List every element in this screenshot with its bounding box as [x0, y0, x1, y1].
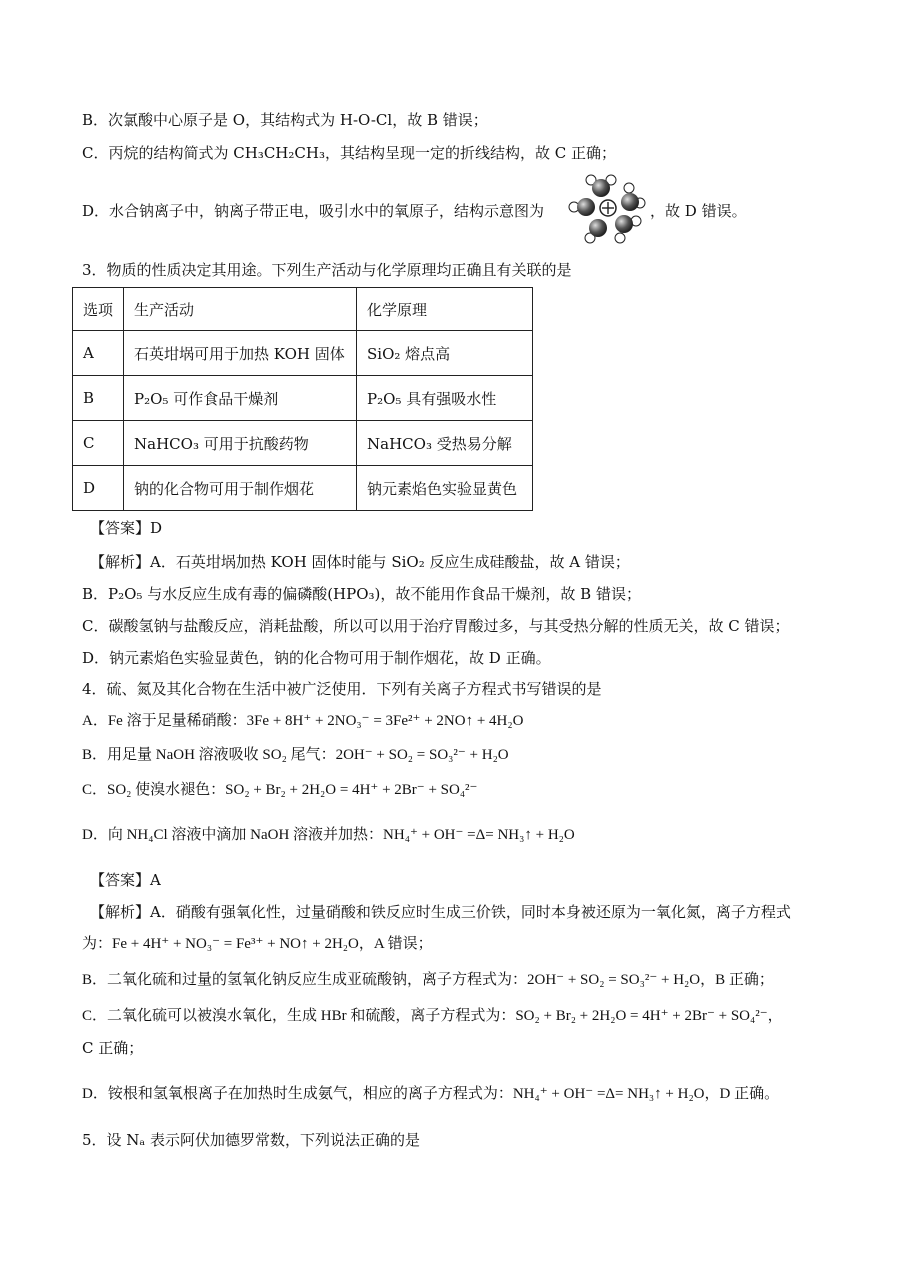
q3-answer: 【答案】D	[90, 519, 163, 537]
q3-analysis-a: 【解析】A．石英坩埚加热 KOH 固体时能与 SiO₂ 反应生成硅酸盐，故 A 错误；	[90, 553, 630, 571]
analysis-line-b: B．次氯酸中心原子是 O，其结构式为 H-O-Cl，故 B 错误；	[82, 111, 488, 129]
q4-option-d: D．向 NH₄Cl 溶液中滴加 NaOH 溶液并加热：NH₄⁺ + OH⁻ =Δ= NH₃↑ + H₂O	[82, 827, 575, 843]
row-principle: 钠元素焰色实验显黄色	[357, 466, 533, 511]
hydrated-sodium-ion-diagram	[568, 174, 646, 244]
row-principle: P₂O₅ 具有强吸水性	[357, 376, 533, 421]
row-option: C	[73, 421, 124, 466]
q4-option-b: B．用足量 NaOH 溶液吸收 SO₂ 尾气：2OH⁻ + SO₂ = SO₃²⁻ + H₂O	[82, 747, 509, 763]
q4-analysis-b: B．二氧化硫和过量的氢氧化钠反应生成亚硫酸钠，离子方程式为：2OH⁻ + SO₂ = SO₃²⁻ + H₂O，B 正确；	[82, 972, 774, 988]
analysis-line-d	[82, 201, 544, 221]
row-principle: NaHCO₃ 受热易分解	[357, 421, 533, 466]
analysis-line-d-text: D．水合钠离子中，钠离子带正电，吸引水中的氧原子，结构示意图为	[82, 202, 545, 220]
table-header-row	[73, 288, 533, 331]
q4-analysis-c-1: C．二氧化硫可以被溴水氧化，生成 HBr 和硫酸，离子方程式为：SO₂ + Br₂ + 2H₂O = 4H⁺ + 2Br⁻ + SO₄²⁻，	[82, 1008, 783, 1024]
q3-analysis-b: B．P₂O₅ 与水反应生成有毒的偏磷酸(HPO₃)，故不能用作食品干燥剂，故 B 错误；	[82, 585, 641, 603]
q4-analysis-a-2: 为：Fe + 4H⁺ + NO₃⁻ = Fe³⁺ + NO↑ + 2H₂O，A 错误；	[82, 936, 433, 952]
row-principle: SiO₂ 熔点高	[357, 331, 533, 376]
row-activity: 钠的化合物可用于制作烟花	[124, 466, 357, 511]
q4-option-c: C．SO₂ 使溴水褪色：SO₂ + Br₂ + 2H₂O = 4H⁺ + 2Br⁻ + SO₄²⁻	[82, 782, 478, 798]
table-row	[73, 466, 533, 511]
q4-analysis-d: D．铵根和氢氧根离子在加热时生成氨气，相应的离子方程式为：NH₄⁺ + OH⁻ =Δ= NH₃↑ + H₂O，D 正确。	[82, 1086, 780, 1102]
q4-stem: 4．硫、氮及其化合物在生活中被广泛使用．下列有关离子方程式书写错误的是	[82, 680, 602, 698]
row-option: A	[73, 331, 124, 376]
q3-analysis-d: D．钠元素焰色实验显黄色，钠的化合物可用于制作烟花，故 D 正确。	[82, 649, 551, 667]
options-table	[72, 287, 533, 511]
q4-option-a: A．Fe 溶于足量稀硝酸：3Fe + 8H⁺ + 2NO₃⁻ = 3Fe²⁺ + 2NO↑ + 4H₂O	[82, 713, 524, 729]
q5-stem: 5．设 Nₐ 表示阿伏加德罗常数，下列说法正确的是	[82, 1131, 420, 1149]
row-activity: 石英坩埚可用于加热 KOH 固体	[124, 331, 357, 376]
row-activity: P₂O₅ 可作食品干燥剂	[124, 376, 357, 421]
q3-stem: 3．物质的性质决定其用途。下列生产活动与化学原理均正确且有关联的是	[82, 261, 572, 279]
row-activity: NaHCO₃ 可用于抗酸药物	[124, 421, 357, 466]
analysis-line-c: C．丙烷的结构简式为 CH₃CH₂CH₃，其结构呈现一定的折线结构，故 C 正确；	[82, 144, 616, 162]
q3-analysis-c: C．碳酸氢钠与盐酸反应，消耗盐酸，所以可以用于治疗胃酸过多，与其受热分解的性质无关，故 C 错误；	[82, 617, 790, 635]
row-option: D	[73, 466, 124, 511]
table-row	[73, 376, 533, 421]
header-option: 选项	[73, 288, 124, 331]
header-principle: 化学原理	[357, 288, 533, 331]
header-activity: 生产活动	[124, 288, 357, 331]
row-option: B	[73, 376, 124, 421]
analysis-line-d-end: ，故 D 错误。	[650, 202, 747, 220]
q4-analysis-a-1: 【解析】A．硝酸有强氧化性，过量硝酸和铁反应时生成三价铁，同时本身被还原为一氧化氮，离子方程式	[90, 903, 791, 921]
q4-answer: 【答案】A	[90, 871, 161, 889]
table-row	[73, 331, 533, 376]
table-row	[73, 421, 533, 466]
q4-analysis-c-2: C 正确；	[82, 1039, 144, 1057]
